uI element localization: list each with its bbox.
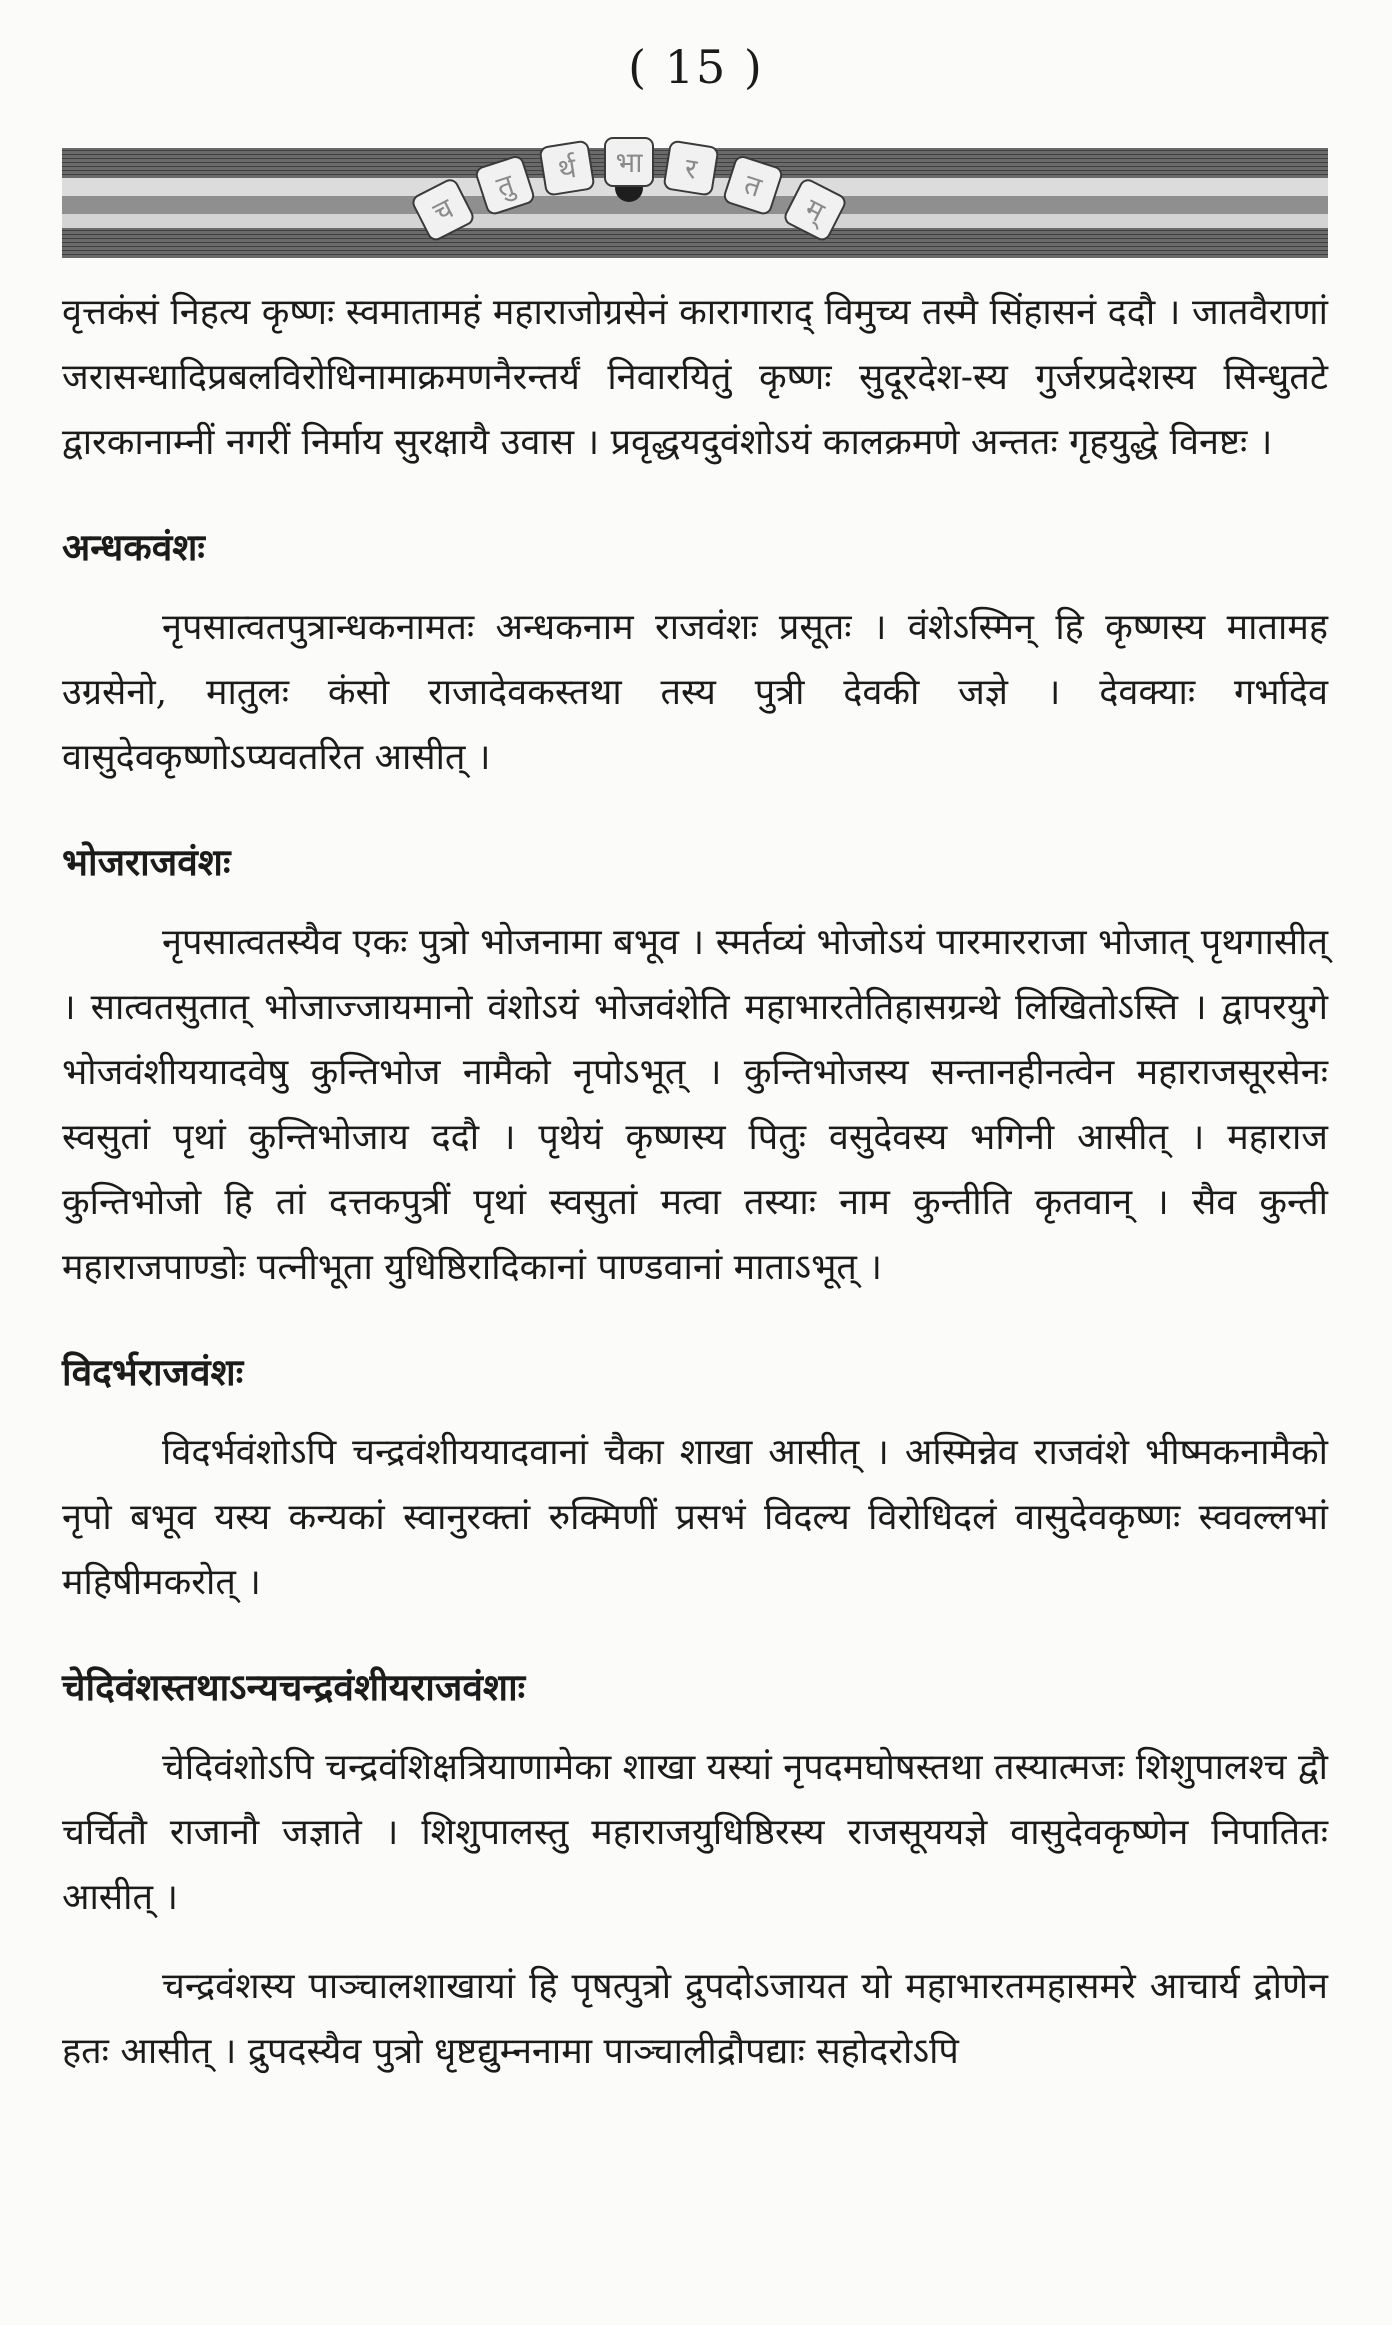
banner-letter-badge [605,138,653,186]
paragraph-panchala: चन्द्रवंशस्य पाञ्चालशाखायां हि पृषत्पुत्रो द्रुपदोऽजायत यो महाभारतमहासमरे आचार्य द्रोणेन हतः आसीत् । द्रुपदस्यैव पुत्रो धृष्टद्युम्ननामा पाञ्चालीद्रौपद्याः सहोदरोऽपि [62,1966,1328,2072]
banner-letter-badge [664,141,719,196]
svg-text:म्: म् [799,191,830,229]
paragraph-andhaka: नृपसात्वतपुत्रान्धकनामतः अन्धकनाम राजवंशः प्रसूतः । वंशेऽस्मिन् हि कृष्णस्य मातामह उग्रसेनो, मातुलः कंसो राजादेवकस्तथा तस्य पुत्री देवकी जज्ञे । देवक्याः गर्भादेव वासुदेवकृष्णोऽप्यवतरित आसीत् । [62,607,1328,778]
banner-letter-badge [540,141,595,196]
svg-text:च: च [427,191,459,229]
svg-text:र: र [682,151,700,186]
svg-text:भा: भा [615,146,643,179]
page-body [62,280,1328,2084]
heading-andhaka: अन्धकवंशः [62,525,205,569]
paragraph-bhoja: नृपसात्वतस्यैव एकः पुत्रो भोजनामा बभूव । स्मर्तव्यं भोजोऽयं पारमारराजा भोजात् पृथगासीत् । सात्वतसुतात् भोजाज्जायमानो वंशोऽयं भोजवंशेति महाभारतेतिहासग्रन्थे लिखितोऽस्ति । द्वापरयुगे भोजवंशीययादवेषु कुन्तिभोज नामैको नृपोऽभूत् । कुन्तिभोजस्य सन्तानहीनत्वेन महाराजसूरसेनः स्वसुतां पृथां कुन्तिभोजाय ददौ । पृथेयं कृष्णस्य पितुः वसुदेवस्य भगिनी आसीत् । महाराज कुन्तिभोजो हि तां दत्तकपुत्रीं पृथां स्वसुतां मत्वा तस्याः नाम कुन्तीति कृतवान् । सैव कुन्ती महाराजपाण्डोः पत्नीभूता युधिष्ठिरादिकानां पाण्डवानां माताऽभूत् । [62,922,1328,1288]
svg-text:र्थ: र्थ [555,150,579,187]
paragraph-chedi: चेदिवंशोऽपि चन्द्रवंशिक्षत्रियाणामेका शाखा यस्यां नृपदमघोषस्तथा तस्यात्मजः शिशुपालश्च द्वौ चर्चितौ राजानौ जज्ञाते । शिशुपालस्तु महाराजयुधिष्ठिरस्य राजसूययज्ञे वासुदेवकृष्णेन निपातितः आसीत् । [62,1747,1328,1918]
heading-vidarbha: विदर्भराजवंशः [62,1350,244,1394]
heading-bhoja: भोजराजवंशः [62,840,231,884]
chapter-banner [62,130,1328,258]
heading-chedi: चेदिवंशस्तथाऽन्यचन्द्रवंशीयराजवंशाः [62,1665,526,1709]
svg-text:तु: तु [492,167,518,204]
banner-graphic [62,130,1328,258]
page-number: ( 15 ) [628,40,764,94]
svg-text:त: त [740,167,766,204]
paragraph-vidarbha: विदर्भवंशोऽपि चन्द्रवंशीययादवानां चैका शाखा आसीत् । अस्मिन्नेव राजवंशे भीष्मकनामैको नृपो बभूव यस्य कन्यकां स्वानुरक्तां रुक्मिणीं प्रसभं विदल्य विरोधिदलं वासुदेवकृष्णः स्ववल्लभां महिषीमकरोत् । [62,1432,1328,1603]
intro-paragraph: वृत्तकंसं निहत्य कृष्णः स्वमातामहं महाराजोग्रसेनं कारागाराद् विमुच्य तस्मै सिंहासनं ददौ । जातवैराणां जरासन्धादिप्रबलविरोधिनामाक्रमणनैरन्तर्यं निवारयितुं कृष्णः सुदूरदेश-स्य गुर्जरप्रदेशस्य सिन्धुतटे द्वारकानाम्नीं नगरीं निर्माय सुरक्षायै उवास । प्रवृद्धयदुवंशोऽयं कालक्रमणे अन्ततः गृहयुद्धे विनष्टः । [62,292,1328,463]
